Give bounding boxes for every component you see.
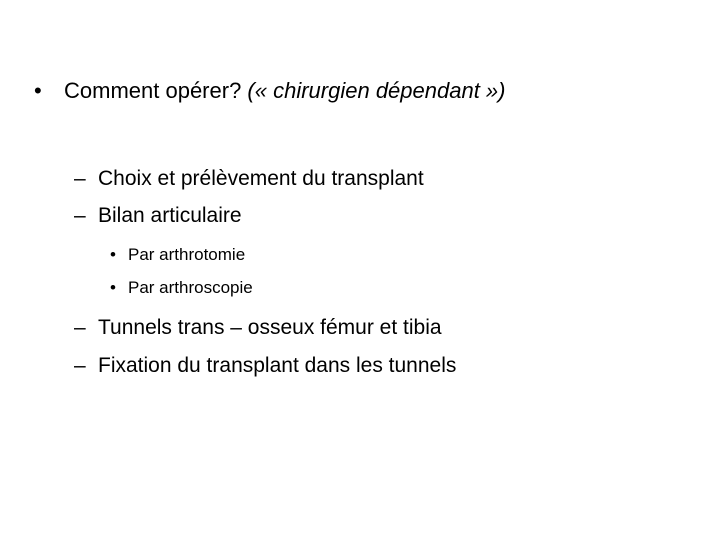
dash-glyph: –	[74, 316, 86, 339]
dash-glyph: –	[74, 167, 86, 190]
sub-item-tunnels	[74, 317, 442, 338]
sub-item-choix	[74, 168, 424, 189]
sub-sub-item-text: Par arthroscopie	[128, 278, 253, 297]
bullet-glyph: •	[110, 278, 116, 297]
sub-sub-item-text: Par arthrotomie	[128, 245, 246, 264]
bullet-glyph: •	[34, 78, 42, 103]
sub-item-fixation	[74, 355, 456, 376]
sub-item-bilan	[74, 205, 242, 226]
sub-item-text: Choix et prélèvement du transplant	[98, 167, 424, 190]
dash-glyph: –	[74, 204, 86, 227]
sub-item-text: Tunnels trans – osseux fémur et tibia	[98, 316, 442, 339]
heading-text: Comment opérer?	[64, 78, 248, 103]
heading-emphasis: (« chirurgien dépendant »)	[247, 78, 506, 103]
bullet-heading	[34, 80, 505, 102]
sub-item-text: Fixation du transplant dans les tunnels	[98, 354, 457, 377]
sub-item-text: Bilan articulaire	[98, 204, 242, 227]
sub-sub-item-arthroscopie	[110, 279, 253, 296]
bullet-glyph: •	[110, 245, 116, 264]
sub-sub-item-arthrotomie	[110, 246, 245, 263]
dash-glyph: –	[74, 354, 86, 377]
